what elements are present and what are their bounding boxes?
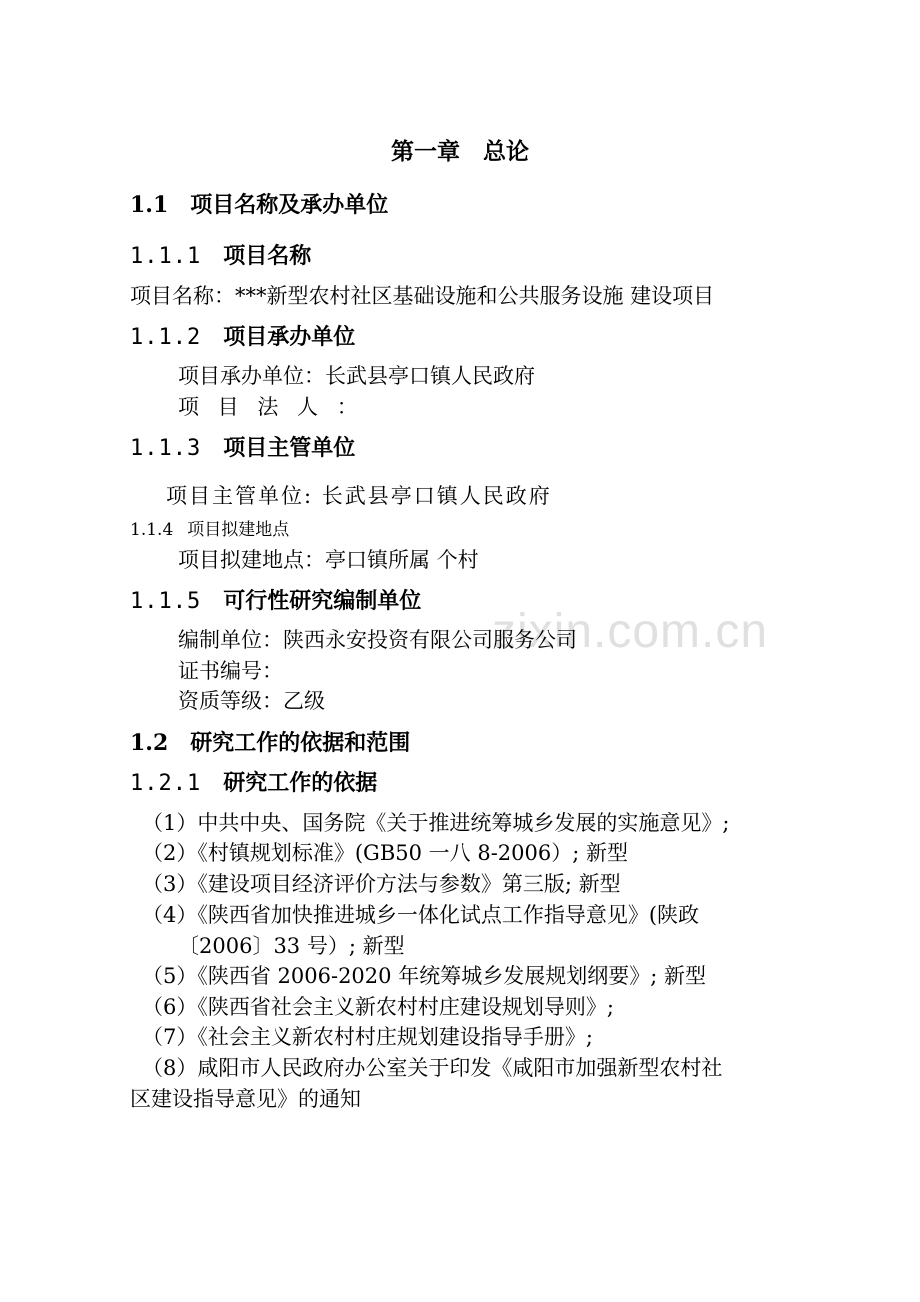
supervisor-line: 项目主管单位: 长武县亭口镇人民政府 <box>166 484 552 508</box>
compiler-line: 编制单位：陕西永安投资有限公司服务公司 <box>178 628 577 652</box>
section-title: 项目主管单位 <box>223 435 356 461</box>
reference-item: （7）《社会主义新农村村庄规划建设指导手册》; <box>142 1025 593 1049</box>
project-name-line: 项目名称：***新型农村社区基础设施和公共服务设施 建设项目 <box>130 284 715 308</box>
section-number: 1.1.2 <box>130 325 202 350</box>
section-1-1-1-heading <box>130 245 311 268</box>
reference-item: （4）《陕西省加快推进城乡一体化试点工作指导意见》(陕政 <box>142 903 700 927</box>
section-1-1-2-heading <box>130 326 355 349</box>
section-number: 1.1.5 <box>130 589 202 614</box>
reference-item: （5）《陕西省 2006-2020 年统筹城乡发展规划纲要》; 新型 <box>142 964 706 988</box>
section-1-1-4-heading <box>130 522 289 539</box>
section-number: 1.1 <box>130 192 169 218</box>
reference-item: （1）中共中央、国务院《关于推进统筹城乡发展的实施意见》; <box>142 811 730 835</box>
section-title: 项目名称 <box>223 243 312 269</box>
section-title: 研究工作的依据和范围 <box>190 730 411 756</box>
section-title: 项目承办单位 <box>223 324 356 350</box>
host-unit-line: 项目承办单位：长武县亭口镇人民政府 <box>178 364 535 388</box>
reference-item-continuation: 区建设指导意见》的通知 <box>130 1087 361 1111</box>
section-1-1-heading <box>130 194 388 216</box>
section-title: 项目名称及承办单位 <box>190 192 389 218</box>
section-number: 1.1.1 <box>130 244 202 269</box>
reference-item: （2）《村镇规划标准》(GB50 一八 8-2006）; 新型 <box>142 841 628 865</box>
section-title: 可行性研究编制单位 <box>223 588 422 614</box>
section-1-2-1-heading <box>130 772 377 795</box>
chapter-title: 第一章 总论 <box>391 138 529 165</box>
section-title: 项目拟建地点 <box>187 520 290 540</box>
qualification-line: 资质等级：乙级 <box>178 689 325 713</box>
certificate-line: 证书编号： <box>178 659 283 683</box>
location-line: 项目拟建地点：亭口镇所属 个村 <box>178 548 479 572</box>
section-title: 研究工作的依据 <box>223 770 378 796</box>
section-1-1-5-heading <box>130 590 421 613</box>
watermark: zixin.com.cn <box>492 605 769 658</box>
section-1-1-3-heading <box>130 437 355 460</box>
reference-item: （6）《陕西省社会主义新农村村庄建设规划导则》; <box>142 995 614 1019</box>
section-number: 1.1.3 <box>130 436 202 461</box>
reference-item-continuation: 〔2006〕33 号）; 新型 <box>178 934 405 958</box>
reference-item: （8）咸阳市人民政府办公室关于印发《咸阳市加强新型农村社 <box>142 1056 723 1080</box>
legal-person-line: 项 目 法 人 ： <box>178 395 364 419</box>
section-1-2-heading <box>130 732 410 754</box>
section-number: 1.2.1 <box>130 771 202 796</box>
reference-item: （3）《建设项目经济评价方法与参数》第三版; 新型 <box>142 872 621 896</box>
section-number: 1.1.4 <box>130 520 174 540</box>
section-number: 1.2 <box>130 730 169 756</box>
